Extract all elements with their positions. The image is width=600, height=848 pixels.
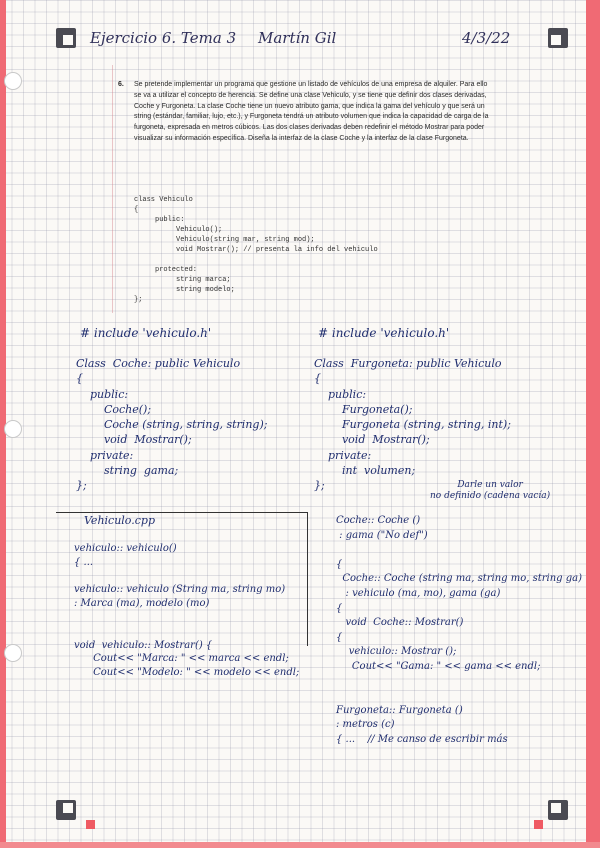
- date: 4/3/22: [462, 29, 511, 47]
- scan-marker-icon: [534, 820, 543, 829]
- page-edge-bottom: [0, 842, 600, 848]
- divider-line: [56, 512, 307, 513]
- scan-marker-icon: [548, 28, 568, 48]
- page-edge-right: [586, 0, 600, 848]
- punch-hole: [4, 420, 22, 438]
- margin-line: [112, 65, 113, 313]
- punch-hole: [4, 644, 22, 662]
- furgoneta-class-declaration: Class Furgoneta: public Vehiculo { public: Furgoneta(); Furgoneta (string, string, int); void Mostrar(); private: int volumen; };: [314, 357, 511, 493]
- coche-furgoneta-cpp-code: Coche:: Coche () : gama ("No def") { Coche:: Coche (string ma, string mo, string ga) : vehiculo (ma, mo), gama (ga) { void Coche:: Mostrar() { vehiculo:: Mostrar (); Cout<< "Gama: " << gama << endl; Furgoneta:: Furgoneta () : metros (c) { ... // Me canso de escribir más: [336, 515, 582, 745]
- left-include: # include 'vehiculo.h': [80, 326, 212, 340]
- margin-note: Darle un valor no definido (cadena vacía): [430, 480, 551, 501]
- cpp-file-title: Vehiculo.cpp: [84, 514, 155, 527]
- problem-statement: [118, 80, 494, 145]
- right-include: # include 'vehiculo.h': [318, 326, 450, 340]
- problem-number: 6.: [118, 81, 124, 88]
- coche-class-declaration: Class Coche: public Vehiculo { public: Coche(); Coche (string, string, string); void Mostrar(); private: string gama; };: [76, 357, 268, 493]
- scan-marker-icon: [56, 800, 76, 820]
- vehiculo-cpp-code: vehiculo:: vehiculo() { ... vehiculo:: vehiculo (String ma, string mo) : Marca (ma), modelo (mo) void vehiculo:: Mostrar() { Cout<< "Marca: " << marca << endl; Cout<< "Modelo: " << modelo << endl;: [74, 543, 300, 679]
- scan-marker-icon: [86, 820, 95, 829]
- code-listing: class Vehiculo { public: Vehiculo(); Vehiculo(string mar, string mod); void Mostrar(); // presenta la info del vehiculo protected: string marca; string modelo; };: [134, 196, 378, 304]
- scan-marker-icon: [548, 800, 568, 820]
- problem-text: Se pretende implementar un programa que gestione un listado de vehículos de una empresa de alquiler. Para ello se va a utilizar el concepto de herencia. Se define una clase Vehiculo, y se tiene que definir dos clases derivadas, Coche y Furgoneta. La clase Coche tiene un nuevo atributo gama, que indica la gama del vehículo y que será un string (estándar, familiar, lujo, etc.), y Furgoneta tendrá un atributo volumen que indica la capacidad de carga de la furgoneta, expresada en metros cúbicos. Las dos clases derivadas deben redefinir el método Mostrar para poder visualizar su información específica. Diseña la interfaz de la clase Coche y la interfaz de la clase Furgoneta.: [134, 81, 489, 142]
- exercise-title: Ejercicio 6. Tema 3: [90, 29, 237, 47]
- punch-hole: [4, 72, 22, 90]
- student-name: Martín Gil: [258, 29, 337, 47]
- divider-line: [307, 512, 308, 646]
- scan-marker-icon: [56, 28, 76, 48]
